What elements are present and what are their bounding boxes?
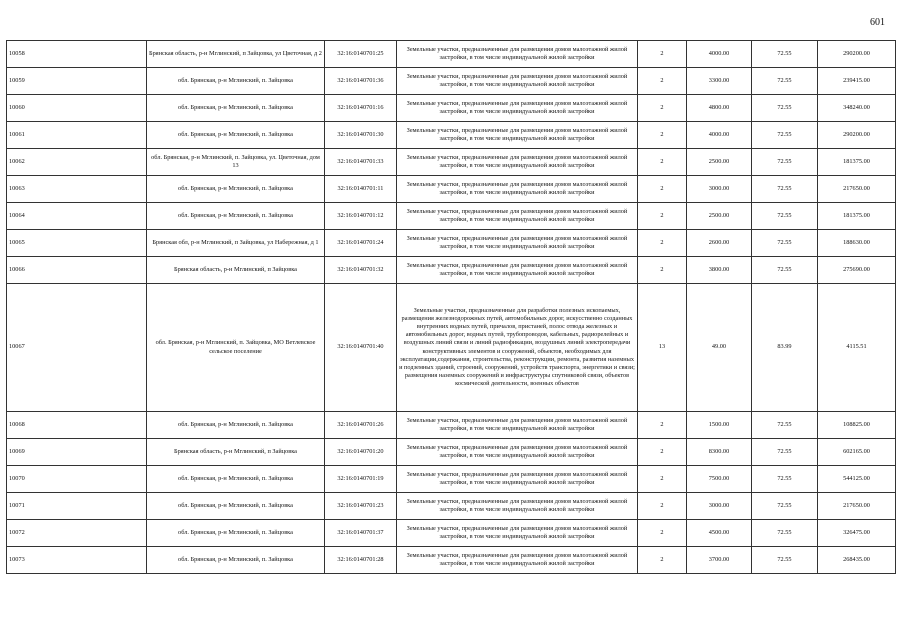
table-row [7, 68, 896, 95]
address-cell: обл. Брянская, р-н Мглинский, п. Зайцовка [147, 520, 325, 547]
table-row [7, 547, 896, 574]
table-row [7, 203, 896, 230]
land-use-cell: Земельные участки, предназначенные для размещения домов малоэтажной жилой застройки, в том числе индивидуальной жилой застройки [397, 149, 638, 176]
table-row [7, 122, 896, 149]
cadastral-number-cell: 32:16:0140701:19 [325, 466, 397, 493]
address-cell: обл. Брянская, р-н Мглинский, п. Зайцовка [147, 122, 325, 149]
row-id-cell: 10062 [7, 149, 147, 176]
row-id-cell: 10073 [7, 547, 147, 574]
category-cell: 2 [638, 149, 687, 176]
cadastral-number-cell: 32:16:0140701:37 [325, 520, 397, 547]
cadastral-value-cell: 275690.00 [818, 257, 896, 284]
cadastral-number-cell: 32:16:0140701:25 [325, 41, 397, 68]
rate-cell: 72.55 [752, 493, 818, 520]
cadastral-value-cell: 544125.00 [818, 466, 896, 493]
table-row [7, 95, 896, 122]
cadastral-number-cell: 32:16:0140701:12 [325, 203, 397, 230]
row-id-cell: 10069 [7, 439, 147, 466]
category-cell: 2 [638, 520, 687, 547]
row-id-cell: 10065 [7, 230, 147, 257]
cadastral-number-cell: 32:16:0140701:36 [325, 68, 397, 95]
rate-cell: 72.55 [752, 122, 818, 149]
rate-cell: 72.55 [752, 412, 818, 439]
area-cell: 3000.00 [687, 493, 752, 520]
category-cell: 2 [638, 493, 687, 520]
land-use-cell: Земельные участки, предназначенные для размещения домов малоэтажной жилой застройки, в том числе индивидуальной жилой застройки [397, 122, 638, 149]
land-use-cell: Земельные участки, предназначенные для размещения домов малоэтажной жилой застройки, в том числе индивидуальной жилой застройки [397, 412, 638, 439]
cadastral-number-cell: 32:16:0140701:33 [325, 149, 397, 176]
table-row [7, 41, 896, 68]
category-cell: 2 [638, 257, 687, 284]
address-cell: обл. Брянская, р-н Мглинский, п. Зайцовка [147, 95, 325, 122]
table-row [7, 176, 896, 203]
address-cell: обл. Брянская, р-н Мглинский, п. Зайцовка [147, 176, 325, 203]
row-id-cell: 10058 [7, 41, 147, 68]
cadastral-value-cell: 188630.00 [818, 230, 896, 257]
cadastral-number-cell: 32:16:0140701:20 [325, 439, 397, 466]
rate-cell: 72.55 [752, 520, 818, 547]
rate-cell: 72.55 [752, 203, 818, 230]
address-cell: обл. Брянская, р-н Мглинский, п. Зайцовка, ул. Цветочная, дом 13 [147, 149, 325, 176]
rate-cell: 72.55 [752, 466, 818, 493]
address-cell: обл. Брянская, р-н Мглинский, п. Зайцовка, МО Ветлевское сельское поселение [147, 284, 325, 412]
cadastral-value-cell: 239415.00 [818, 68, 896, 95]
area-cell: 2600.00 [687, 230, 752, 257]
category-cell: 2 [638, 95, 687, 122]
cadastral-number-cell: 32:16:0140701:26 [325, 412, 397, 439]
category-cell: 2 [638, 230, 687, 257]
row-id-cell: 10064 [7, 203, 147, 230]
row-id-cell: 10060 [7, 95, 147, 122]
address-cell: Брянская обл, р-н Мглинский, п Зайцовка, ул Набережная, д 1 [147, 230, 325, 257]
table-row [7, 520, 896, 547]
land-use-cell: Земельные участки, предназначенные для размещения домов малоэтажной жилой застройки, в том числе индивидуальной жилой застройки [397, 466, 638, 493]
row-id-cell: 10072 [7, 520, 147, 547]
land-use-cell: Земельные участки, предназначенные для размещения домов малоэтажной жилой застройки, в том числе индивидуальной жилой застройки [397, 203, 638, 230]
table-row [7, 412, 896, 439]
row-id-cell: 10068 [7, 412, 147, 439]
area-cell: 1500.00 [687, 412, 752, 439]
area-cell: 2500.00 [687, 149, 752, 176]
cadastral-number-cell: 32:16:0140701:30 [325, 122, 397, 149]
category-cell: 2 [638, 41, 687, 68]
table-row [7, 230, 896, 257]
area-cell: 7500.00 [687, 466, 752, 493]
table-row [7, 284, 896, 412]
land-use-cell: Земельные участки, предназначенные для размещения домов малоэтажной жилой застройки, в том числе индивидуальной жилой застройки [397, 547, 638, 574]
category-cell: 2 [638, 176, 687, 203]
area-cell: 3300.00 [687, 68, 752, 95]
cadastral-number-cell: 32:16:0140701:23 [325, 493, 397, 520]
area-cell: 4000.00 [687, 41, 752, 68]
address-cell: обл. Брянская, р-н Мглинский, п. Зайцовка [147, 493, 325, 520]
land-use-cell: Земельные участки, предназначенные для размещения домов малоэтажной жилой застройки, в том числе индивидуальной жилой застройки [397, 68, 638, 95]
cadastral-value-cell: 181375.00 [818, 203, 896, 230]
category-cell: 2 [638, 122, 687, 149]
cadastral-number-cell: 32:16:0140701:28 [325, 547, 397, 574]
land-use-cell: Земельные участки, предназначенные для размещения домов малоэтажной жилой застройки, в том числе индивидуальной жилой застройки [397, 230, 638, 257]
cadastral-value-cell: 268435.00 [818, 547, 896, 574]
row-id-cell: 10067 [7, 284, 147, 412]
address-cell: Брянская область, р-н Мглинский, п Зайцовка [147, 439, 325, 466]
area-cell: 8300.00 [687, 439, 752, 466]
category-cell: 2 [638, 412, 687, 439]
table-row [7, 257, 896, 284]
land-use-cell: Земельные участки, предназначенные для размещения домов малоэтажной жилой застройки, в том числе индивидуальной жилой застройки [397, 176, 638, 203]
table-row [7, 439, 896, 466]
cadastral-value-cell: 181375.00 [818, 149, 896, 176]
row-id-cell: 10070 [7, 466, 147, 493]
cadastral-value-cell: 326475.00 [818, 520, 896, 547]
area-cell: 4500.00 [687, 520, 752, 547]
rate-cell: 72.55 [752, 95, 818, 122]
page-number: 601 [870, 17, 885, 28]
category-cell: 2 [638, 466, 687, 493]
address-cell: Брянская область, р-н Мглинский, п Зайцовка, ул Цветочная, д 2 [147, 41, 325, 68]
land-use-cell: Земельные участки, предназначенные для размещения домов малоэтажной жилой застройки, в том числе индивидуальной жилой застройки [397, 520, 638, 547]
address-cell: обл. Брянская, р-н Мглинский, п. Зайцовка [147, 547, 325, 574]
address-cell: обл. Брянская, р-н Мглинский, п. Зайцовка [147, 203, 325, 230]
table-row [7, 466, 896, 493]
rate-cell: 72.55 [752, 41, 818, 68]
land-use-cell: Земельные участки, предназначенные для размещения домов малоэтажной жилой застройки, в том числе индивидуальной жилой застройки [397, 41, 638, 68]
category-cell: 2 [638, 203, 687, 230]
cadastral-number-cell: 32:16:0140701:24 [325, 230, 397, 257]
cadastral-value-cell: 108825.00 [818, 412, 896, 439]
cadastral-value-cell: 217650.00 [818, 176, 896, 203]
area-cell: 3700.00 [687, 547, 752, 574]
land-use-cell: Земельные участки, предназначенные для размещения домов малоэтажной жилой застройки, в том числе индивидуальной жилой застройки [397, 257, 638, 284]
cadastral-value-table [6, 40, 896, 574]
rate-cell: 72.55 [752, 149, 818, 176]
cadastral-value-cell: 4115.51 [818, 284, 896, 412]
rate-cell: 72.55 [752, 547, 818, 574]
rate-cell: 72.55 [752, 176, 818, 203]
row-id-cell: 10059 [7, 68, 147, 95]
cadastral-number-cell: 32:16:0140701:11 [325, 176, 397, 203]
table-row [7, 493, 896, 520]
address-cell: обл. Брянская, р-н Мглинский, п. Зайцовка [147, 466, 325, 493]
rate-cell: 72.55 [752, 230, 818, 257]
cadastral-value-cell: 348240.00 [818, 95, 896, 122]
area-cell: 4000.00 [687, 122, 752, 149]
address-cell: обл. Брянская, р-н Мглинский, п. Зайцовка [147, 68, 325, 95]
category-cell: 2 [638, 68, 687, 95]
cadastral-number-cell: 32:16:0140701:32 [325, 257, 397, 284]
rate-cell: 72.55 [752, 257, 818, 284]
rate-cell: 72.55 [752, 439, 818, 466]
cadastral-value-cell: 290200.00 [818, 41, 896, 68]
area-cell: 3800.00 [687, 257, 752, 284]
table-row [7, 149, 896, 176]
row-id-cell: 10061 [7, 122, 147, 149]
row-id-cell: 10066 [7, 257, 147, 284]
row-id-cell: 10063 [7, 176, 147, 203]
category-cell: 13 [638, 284, 687, 412]
category-cell: 2 [638, 439, 687, 466]
rate-cell: 83.99 [752, 284, 818, 412]
row-id-cell: 10071 [7, 493, 147, 520]
area-cell: 49.00 [687, 284, 752, 412]
area-cell: 3000.00 [687, 176, 752, 203]
area-cell: 2500.00 [687, 203, 752, 230]
land-use-cell: Земельные участки, предназначенные для размещения домов малоэтажной жилой застройки, в том числе индивидуальной жилой застройки [397, 95, 638, 122]
rate-cell: 72.55 [752, 68, 818, 95]
category-cell: 2 [638, 547, 687, 574]
address-cell: обл. Брянская, р-н Мглинский, п. Зайцовка [147, 412, 325, 439]
land-use-cell: Земельные участки, предназначенные для размещения домов малоэтажной жилой застройки, в том числе индивидуальной жилой застройки [397, 439, 638, 466]
land-use-cell: Земельные участки, предназначенные для разработки полезных ископаемых, размещения железнодорожных путей, автомобильных дорог, искусственно созданных внутренних водных путей, причалов, пристаней, полос отвода железных и автомобильных дорог, водных путей, трубопроводов, кабельных, радиорелейных и воздушных линий связи и линий радиофикации, воздушных линий электропередачи конструктивных элементов и сооружений, объектов, необходимых для эксплуатации,содержания, строительства, реконструкции, ремонта, развития наземных и подземных зданий, строений, сооружений, устройств транспорта, энергетики и связи; размещения наземных сооружений и инфраструктуры спутниковой связи, объектов космической деятельности, военных объектов [397, 284, 638, 412]
land-use-cell: Земельные участки, предназначенные для размещения домов малоэтажной жилой застройки, в том числе индивидуальной жилой застройки [397, 493, 638, 520]
cadastral-number-cell: 32:16:0140701:16 [325, 95, 397, 122]
cadastral-value-cell: 217650.00 [818, 493, 896, 520]
area-cell: 4800.00 [687, 95, 752, 122]
cadastral-value-cell: 602165.00 [818, 439, 896, 466]
address-cell: Брянская область, р-н Мглинский, п Зайцовка [147, 257, 325, 284]
cadastral-number-cell: 32:16:0140701:40 [325, 284, 397, 412]
cadastral-value-cell: 290200.00 [818, 122, 896, 149]
